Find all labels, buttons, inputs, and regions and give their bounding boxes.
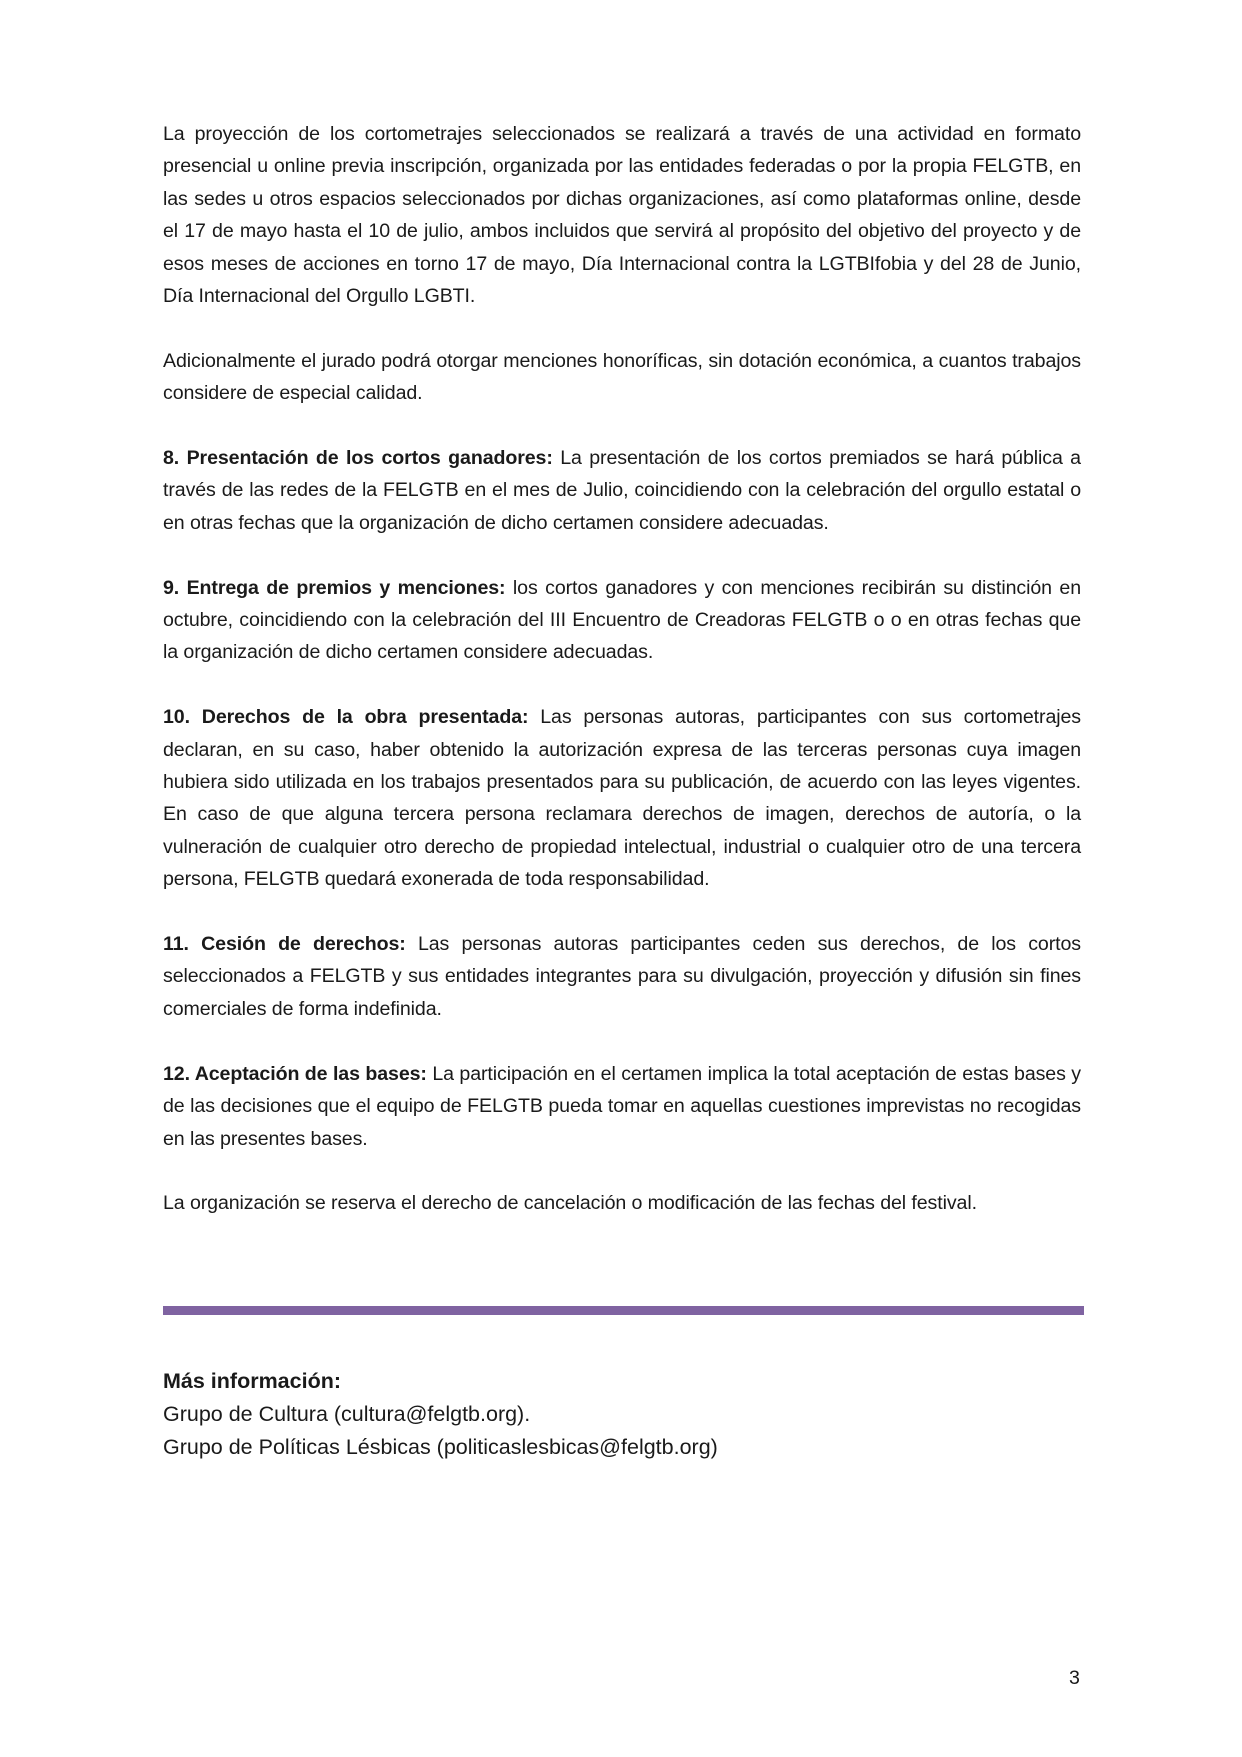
paragraph-section-8 (163, 442, 1081, 539)
paragraph-text: La participación en el certamen implica la total aceptación de estas bases y de las decisiones que el equipo de FELGTB pueda tomar en aquellas cuestiones imprevistas no recogidas en las presentes bases. (163, 1062, 1081, 1150)
section-heading: 12. Aceptación de las bases: (163, 1062, 427, 1085)
paragraph-text: Las personas autoras participantes ceden sus derechos, de los cortos seleccionados a FELGTB y sus entidades integrantes para su divulgación, proyección y difusión sin fines comerciales de forma indefinida. (163, 933, 1081, 1020)
paragraph-text: La organización se reserva el derecho de cancelación o modificación de las fechas del festival. (163, 1192, 977, 1215)
paragraph-honorable-mentions (163, 345, 1081, 410)
paragraph-organization-rights (163, 1187, 1081, 1219)
paragraph-projection (163, 118, 1081, 312)
contact-line-lesbian-politics: Grupo de Políticas Lésbicas (politicaslesbicas@felgtb.org) (163, 1435, 718, 1459)
paragraph-text: La proyección de los cortometrajes seleccionados se realizará a través de una actividad en formato presencial u online previa inscripción, organizada por las entidades federadas o por la propia FELGTB, en las sedes u otros espacios seleccionados por dichas organizaciones, así como plataformas online, desde el 17 de mayo hasta el 10 de julio, ambos incluidos que servirá al propósito del objetivo del proyecto y de esos meses de acciones en torno 17 de mayo, Día Internacional contra la LGTBIfobia y del 28 de Junio, Día Internacional del Orgullo LGBTI. (163, 123, 1081, 308)
paragraph-section-10 (163, 701, 1081, 895)
section-heading: 9. Entrega de premios y menciones: (163, 576, 506, 599)
page-number: 3 (1069, 1667, 1080, 1689)
paragraph-text: los cortos ganadores y con menciones recibirán su distinción en octubre, coincidiendo con la celebración del III Encuentro de Creadoras FELGTB o o en otras fechas que la organización de dicho certamen considere adecuadas. (163, 576, 1081, 664)
paragraph-section-9 (163, 572, 1081, 669)
contact-line-culture: Grupo de Cultura (cultura@felgtb.org). (163, 1402, 531, 1426)
section-divider (163, 1306, 1084, 1315)
paragraph-text: Las personas autoras, participantes con sus cortometrajes declaran, en su caso, haber obtenido la autorización expresa de las terceras personas cuya imagen hubiera sido utilizada en los trabajos presentados para su publicación, de acuerdo con las leyes vigentes. En caso de que alguna tercera persona reclamara derechos de imagen, derechos de autoría, o la vulneración de cualquier otro derecho de propiedad intelectual, industrial o cualquier otro de una tercera persona, FELGTB quedará exonerada de toda responsabilidad. (163, 706, 1081, 891)
document-body (163, 118, 1081, 1252)
paragraph-section-11 (163, 928, 1081, 1025)
paragraph-section-12 (163, 1058, 1081, 1155)
more-info-title: Más información: (163, 1369, 341, 1393)
more-info-block (163, 1365, 1081, 1464)
paragraph-text: Adicionalmente el jurado podrá otorgar menciones honoríficas, sin dotación económica, a cuantos trabajos considere de especial calidad. (163, 349, 1081, 405)
section-heading: 8. Presentación de los cortos ganadores: (163, 447, 553, 470)
paragraph-text: La presentación de los cortos premiados se hará pública a través de las redes de la FELGTB en el mes de Julio, coincidiendo con la celebración del orgullo estatal o en otras fechas que la organización de dicho certamen considere adecuadas. (163, 447, 1081, 534)
section-heading: 10. Derechos de la obra presentada: (163, 706, 529, 729)
section-heading: 11. Cesión de derechos: (163, 933, 406, 956)
